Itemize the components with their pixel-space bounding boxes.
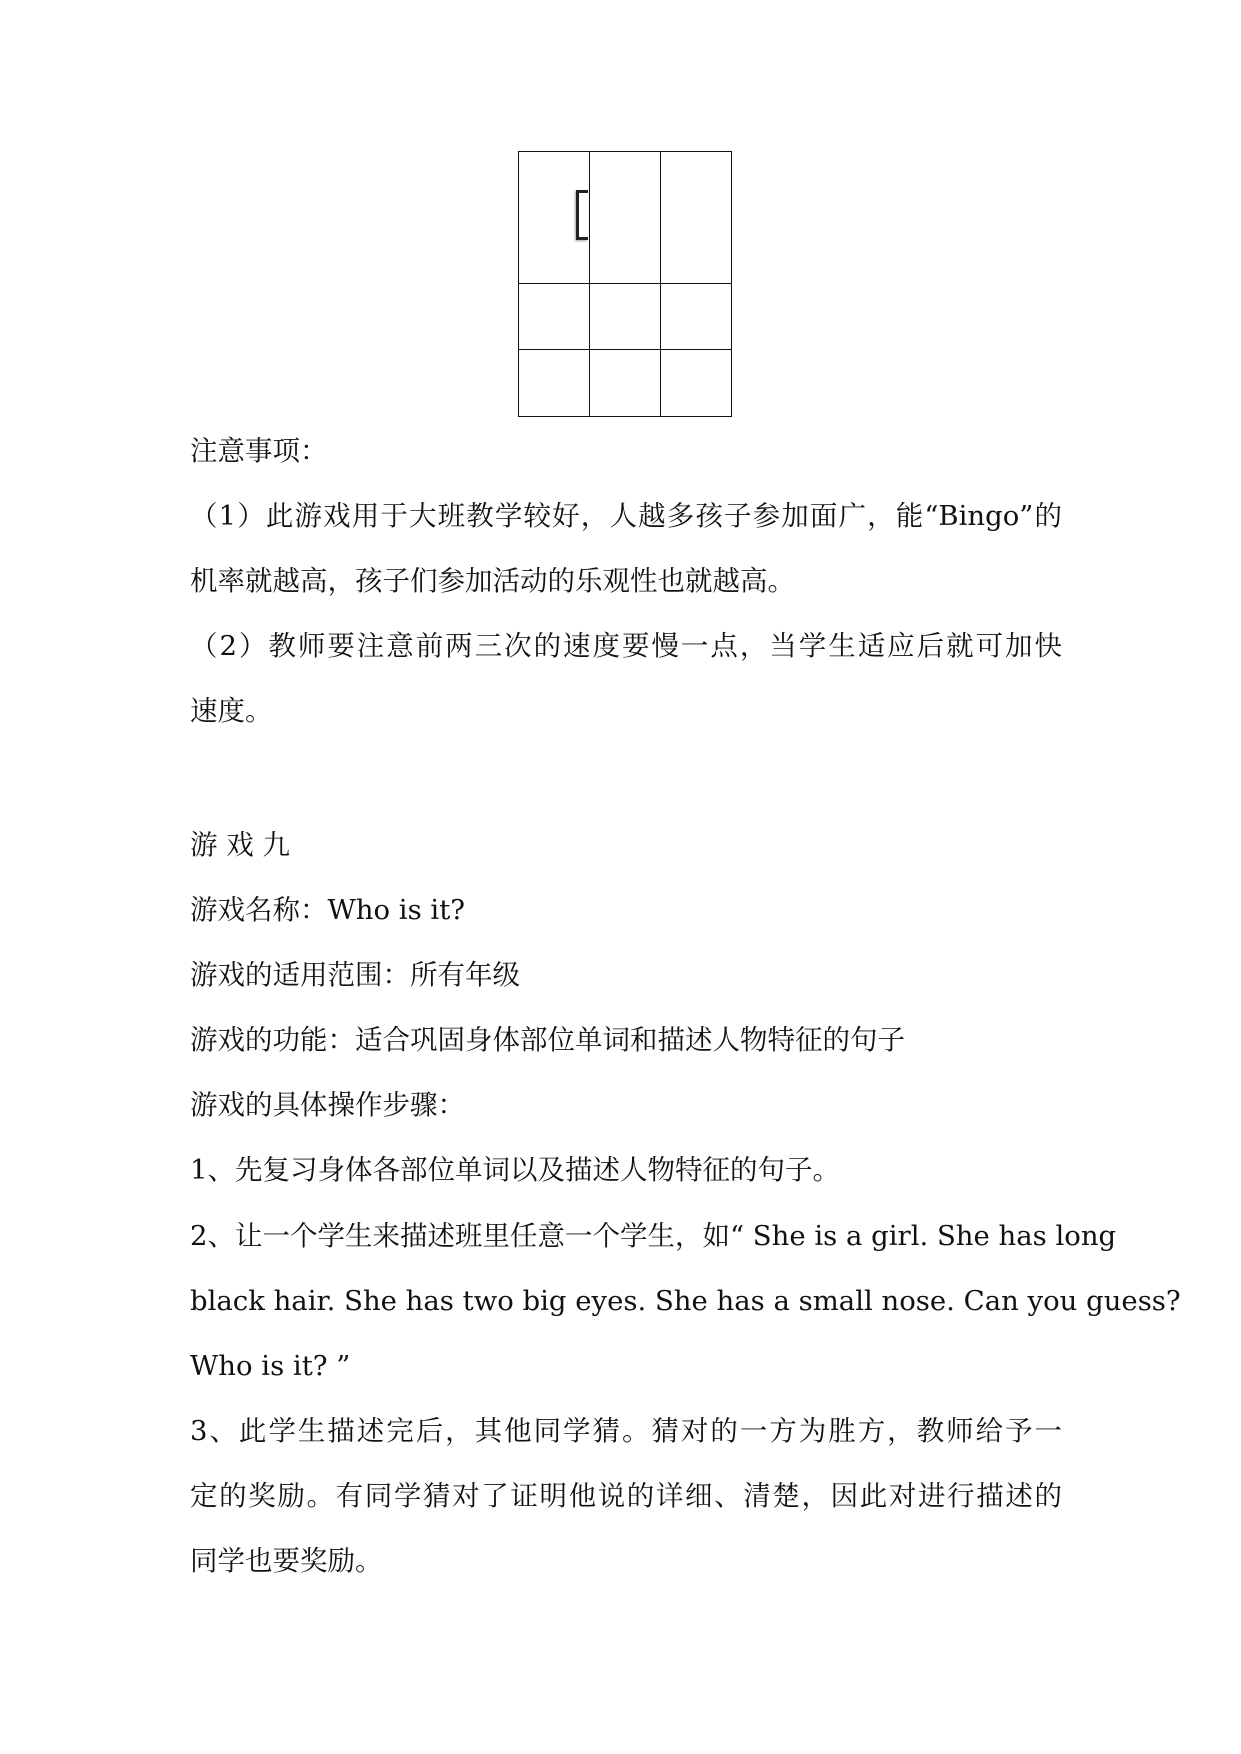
note-item-2-line-1: （2）教师要注意前两三次的速度要慢一点，当学生适应后就可加快 <box>190 630 1062 662</box>
game-name: 游戏名称：Who is it? <box>190 894 466 926</box>
grid-column-divider <box>660 152 661 416</box>
step-3-line-3: 同学也要奖励。 <box>190 1545 383 1577</box>
game-title: 游 戏 九 <box>190 829 290 861</box>
grid-row-divider <box>519 349 731 350</box>
bingo-grid <box>518 151 732 417</box>
note-item-2-line-2: 速度。 <box>190 695 273 727</box>
step-2-line-3: Who is it? ” <box>190 1350 351 1382</box>
game-scope: 游戏的适用范围：所有年级 <box>190 959 520 991</box>
step-3-line-1: 3、此学生描述完后，其他同学猜。猜对的一方为胜方，教师给予一 <box>190 1415 1062 1447</box>
steps-heading: 游戏的具体操作步骤： <box>190 1089 465 1121</box>
note-item-1-line-2: 机率就越高，孩子们参加活动的乐观性也就越高。 <box>190 565 795 597</box>
grid-row-divider <box>519 283 731 284</box>
game-function: 游戏的功能：适合巩固身体部位单词和描述人物特征的句子 <box>190 1024 905 1056</box>
step-2-line-1: 2、让一个学生来描述班里任意一个学生，如“ She is a girl. She has long <box>190 1220 1117 1252</box>
grid-marker <box>576 190 588 240</box>
step-2-line-2: black hair. She has two big eyes. She has a small nose. Can you guess? <box>190 1285 1181 1317</box>
step-3-line-2: 定的奖励。有同学猜对了证明他说的详细、清楚，因此对进行描述的 <box>190 1480 1062 1512</box>
note-item-1-line-1: （1）此游戏用于大班教学较好，人越多孩子参加面广，能“Bingo”的 <box>190 500 1062 532</box>
notes-heading: 注意事项： <box>190 435 328 467</box>
step-1: 1、先复习身体各部位单词以及描述人物特征的句子。 <box>190 1154 840 1186</box>
grid-column-divider <box>589 152 590 416</box>
